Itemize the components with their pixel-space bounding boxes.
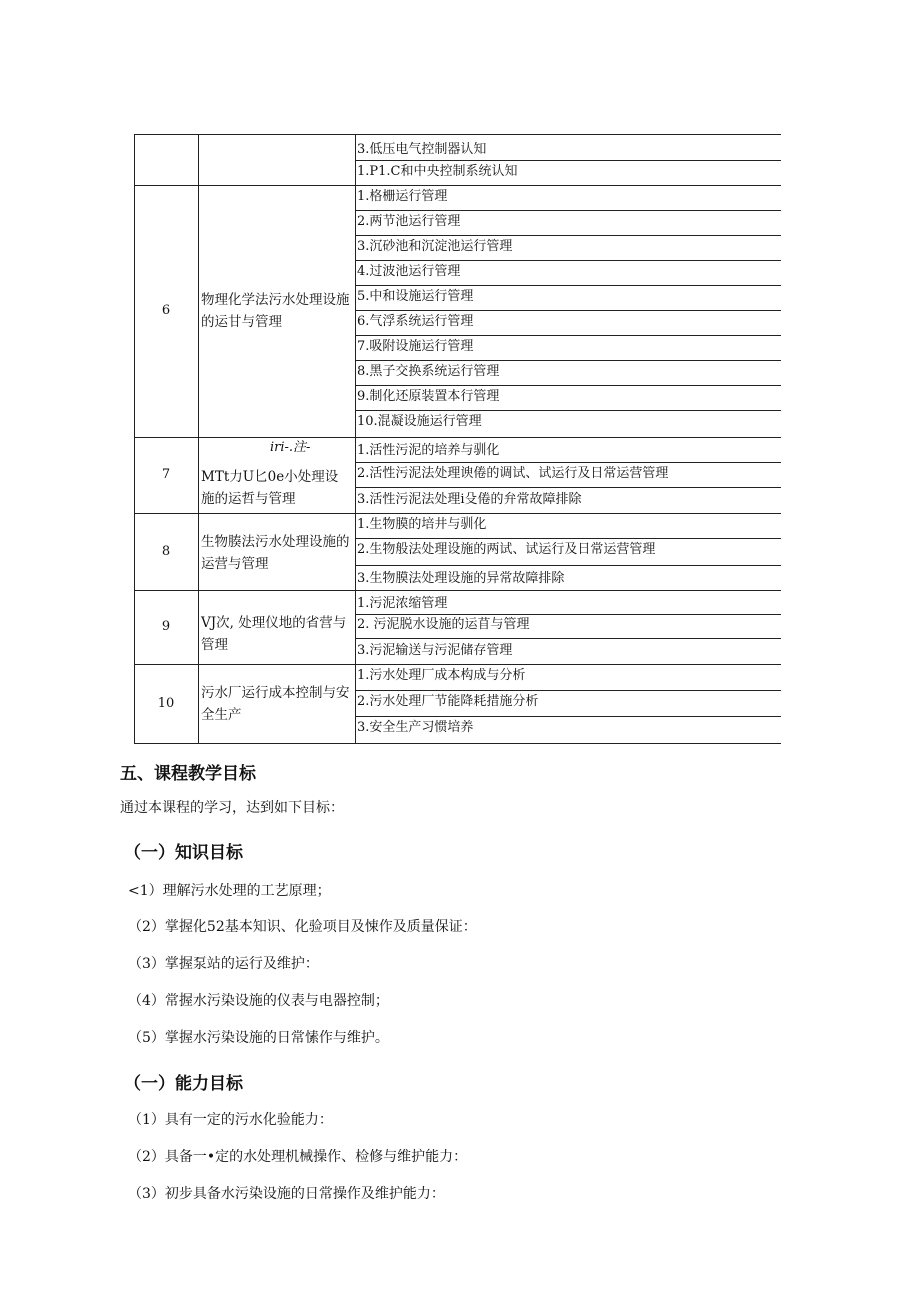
row-topic: MTt力U匕0e小处理设施的运哲与管理 — [201, 469, 339, 507]
item-separator — [355, 462, 781, 463]
table-item: 5.中和设施运行管理 — [357, 289, 474, 304]
table-item: 9.制化还原装置本行管理 — [357, 389, 500, 404]
item-separator — [355, 285, 781, 286]
table-border-top — [134, 134, 781, 135]
row-number: 6 — [161, 303, 171, 318]
table-item: 3.活性污泥法处理i殳倦的弁常故障排除 — [357, 492, 582, 507]
table-divider-num — [198, 134, 199, 744]
ability-goal-item: （3）初步具备水污染设施的日常操作及维护能力： — [128, 1186, 445, 1202]
table-item: 2. 污泥脱水设施的运苜与管理 — [357, 617, 530, 632]
knowledge-goal-item: （4）常握水污染设施的仪表与电器控制； — [128, 993, 389, 1009]
row-number: 7 — [161, 467, 171, 482]
table-item: 3.生物膜法处理设施的异常故障排除 — [357, 571, 565, 586]
table-item: 1.P1.C和中央控制系统认知 — [357, 164, 518, 179]
item-separator — [355, 335, 781, 336]
table-item: 2.活性污泥法处理谀倦的调试、试运行及日常运营管理 — [357, 466, 669, 481]
row-topic: 物理化学法污水处理设施的运甘与管理 — [201, 292, 350, 330]
table-item: 3.污泥输送与污泥储存管理 — [357, 643, 513, 658]
item-separator — [355, 210, 781, 211]
table-item: 1.格栅运行管理 — [357, 189, 448, 204]
table-item: 2.生物般法处理设施的两试、试运行及日常运营管理 — [357, 542, 656, 557]
row-topic-note: iri-.注- — [270, 440, 311, 455]
row-boundary — [134, 185, 781, 186]
row-boundary — [134, 664, 781, 665]
table-item: 10.混凝设施运行管理 — [357, 414, 482, 429]
table-item: 2.两节池运行管理 — [357, 214, 461, 229]
table-item: 1.污泥浓缩管理 — [357, 596, 448, 611]
table-item: 4.过波池运行管理 — [357, 264, 461, 279]
table-item: 7.吸附设施运行管理 — [357, 339, 474, 354]
knowledge-goals-title: （一）知识目标 — [124, 843, 243, 863]
item-separator — [355, 565, 781, 566]
row-topic: 生物腠法污水处理设施的运营与管理 — [201, 534, 350, 572]
table-border-bottom — [134, 743, 781, 744]
table-item: 3.沉砂池和沉淀池运行管理 — [357, 239, 513, 254]
item-separator — [355, 360, 781, 361]
item-separator — [355, 638, 781, 639]
table-item: 1.活性污泥的培养与驯化 — [357, 443, 500, 458]
row-boundary — [134, 513, 781, 514]
item-separator — [355, 487, 781, 488]
knowledge-goal-item: <1）理解污水处理的工艺原理； — [128, 883, 331, 899]
item-separator — [355, 716, 781, 717]
section-intro: 通过本课程的学习，达到如下目标： — [120, 800, 344, 816]
item-separator — [355, 410, 781, 411]
knowledge-goal-item: （3）掌握泵站的运行及维护： — [128, 956, 319, 972]
table-item: 3.安全生产习惯培养 — [357, 720, 474, 735]
table-item: 2.污水处理厂节能降耗措施分析 — [357, 694, 539, 709]
row-number: 8 — [161, 544, 171, 559]
row-topic: VJ次, 处理仪地的省营与管理 — [201, 615, 347, 653]
table-item: 6.气浮系统运行管理 — [357, 314, 474, 329]
knowledge-goal-item: （2）掌握化52基本知识、化验项目及悚作及质量保证： — [128, 919, 477, 935]
table-item: 3.低压电气控制器认知 — [357, 142, 487, 157]
table-border-left — [134, 134, 135, 744]
item-separator — [355, 160, 781, 161]
table-item: 1.生物膜的培井与驯化 — [357, 517, 487, 532]
item-separator — [355, 310, 781, 311]
item-separator — [355, 614, 781, 615]
item-separator — [355, 235, 781, 236]
row-number: 9 — [161, 619, 171, 634]
item-separator — [355, 385, 781, 386]
row-number: 10 — [157, 696, 175, 711]
ability-goal-item: （1）具有一定的污水化验能力： — [128, 1112, 333, 1128]
table-item: 1.污水处理厂成本构成与分析 — [357, 668, 526, 683]
item-separator — [355, 260, 781, 261]
item-separator — [355, 538, 781, 539]
table-divider-topic — [355, 134, 356, 744]
ability-goal-item: （2）具备一•定的水处理机械操作、检修与维护能力： — [128, 1149, 468, 1165]
section-title: 五、课程教学目标 — [120, 764, 256, 784]
row-boundary — [134, 590, 781, 591]
item-separator — [355, 690, 781, 691]
row-boundary — [134, 437, 781, 438]
table-item: 8.黑子交换系统运行管理 — [357, 364, 500, 379]
knowledge-goal-item: （5）掌握水污染设施的日常愫作与维护。 — [128, 1030, 389, 1046]
ability-goals-title: （一）能力目标 — [124, 1074, 243, 1094]
row-topic: 污水厂运行成本控制与安全生产 — [201, 685, 350, 723]
